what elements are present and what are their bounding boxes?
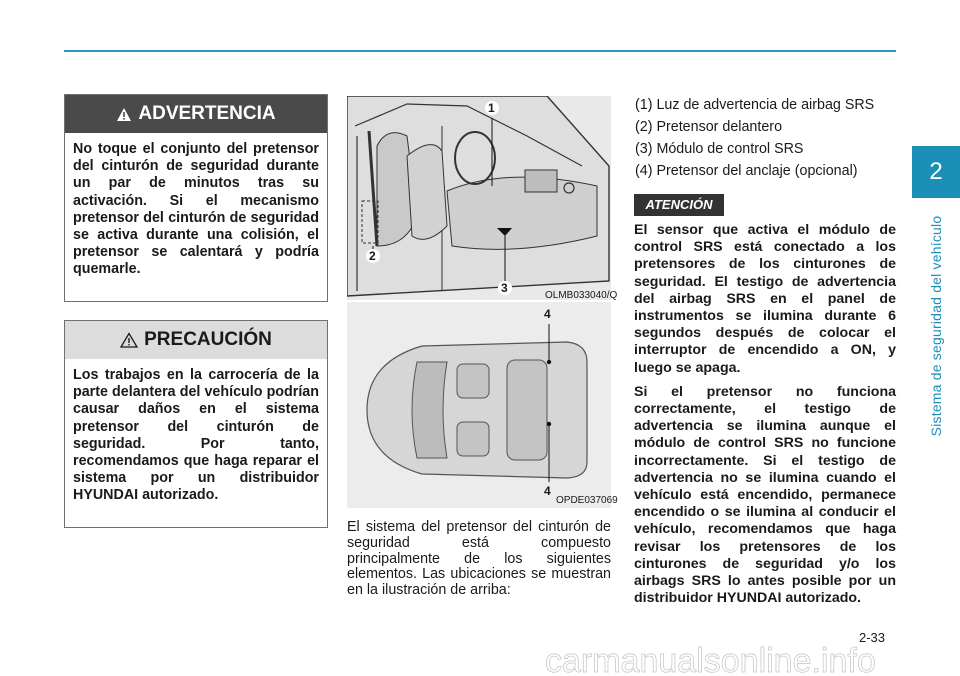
callout-4-bottom: 4 — [544, 484, 551, 498]
page-number: 2-33 — [859, 630, 886, 645]
interior-illustration — [347, 96, 611, 300]
component-list — [635, 94, 874, 182]
topview-illustration — [347, 302, 611, 508]
component-item: (2) Pretensor delantero — [635, 119, 783, 135]
caution-triangle-icon — [120, 332, 138, 348]
attention-paragraph: El sensor que activa el módulo de control SRS está conectado a los pretensores de los cinturones de seguridad. El testigo de advertencia del airbag SRS en el panel de instrumentos se ilumina durante 6 segundos después de colocar el interruptor de encendido a ON, y luego se apaga. — [634, 222, 896, 376]
caution-title: PRECAUCIÓN — [144, 329, 272, 350]
warning-header — [65, 95, 327, 133]
figure1-code: OLMB033040/Q — [545, 290, 618, 301]
watermark-text: carmanualsonline.info — [545, 642, 876, 676]
warning-text: No toque el conjunto del pretensor del cinturón de seguridad durante un par de minutos tras su activación. Si el mecanismo pretensor del cinturón de seguridad se activa durante una colisión, el pretensor se calentará y podría quemarle. — [73, 141, 319, 278]
figure2-code: OPDE037069 — [556, 495, 618, 506]
attention-label: ATENCIÓN — [634, 194, 724, 216]
section-tab: 2 — [912, 146, 960, 198]
header-rule — [64, 50, 896, 52]
interior-drawing — [347, 96, 611, 300]
attention-paragraph: Si el pretensor no funciona correctamente, el testigo de advertencia se ilumina aunque el módulo de control SRS no funcione incorrectamente. Si el testigo de advertencia no se ilumina cuando el vehículo está encendido, permanece encendido o se ilumina al conducir el vehículo, recomendamos que haga revisar los pretensores de los cinturones de seguridad y/o los airbags SRS lo antes posible por un distribuidor HYUNDAI autorizado. — [634, 383, 896, 607]
component-item: (1) Luz de advertencia de airbag SRS — [635, 97, 875, 113]
intro-paragraph: El sistema del pretensor del cinturón de seguridad está compuesto principalmente de los siguientes elementos. Las ubicaciones se muestran en la ilustración de arriba: — [347, 519, 611, 599]
warning-box — [64, 94, 328, 302]
callout-1: 1 — [488, 101, 495, 115]
warning-triangle-icon — [116, 107, 132, 122]
caution-box — [64, 320, 328, 528]
caution-text: Los trabajos en la carrocería de la parte delantera del vehículo podrían causar daños en el sistema pretensor del cinturón de seguridad. Por tanto, recomendamos que haga reparar el sistema por un distribuidor HYUNDAI autorizado. — [73, 367, 319, 504]
topview-drawing — [347, 302, 611, 508]
component-item: (4) Pretensor del anclaje (opcional) — [635, 163, 858, 179]
section-title: Sistema de seguridad del vehículo — [928, 215, 944, 437]
callout-3: 3 — [501, 281, 508, 295]
component-item: (3) Módulo de control SRS — [635, 141, 804, 157]
warning-title: ADVERTENCIA — [138, 103, 276, 124]
attention-text — [634, 222, 896, 614]
callout-4-top: 4 — [544, 307, 551, 321]
caution-header — [65, 321, 327, 359]
callout-2: 2 — [369, 249, 376, 263]
